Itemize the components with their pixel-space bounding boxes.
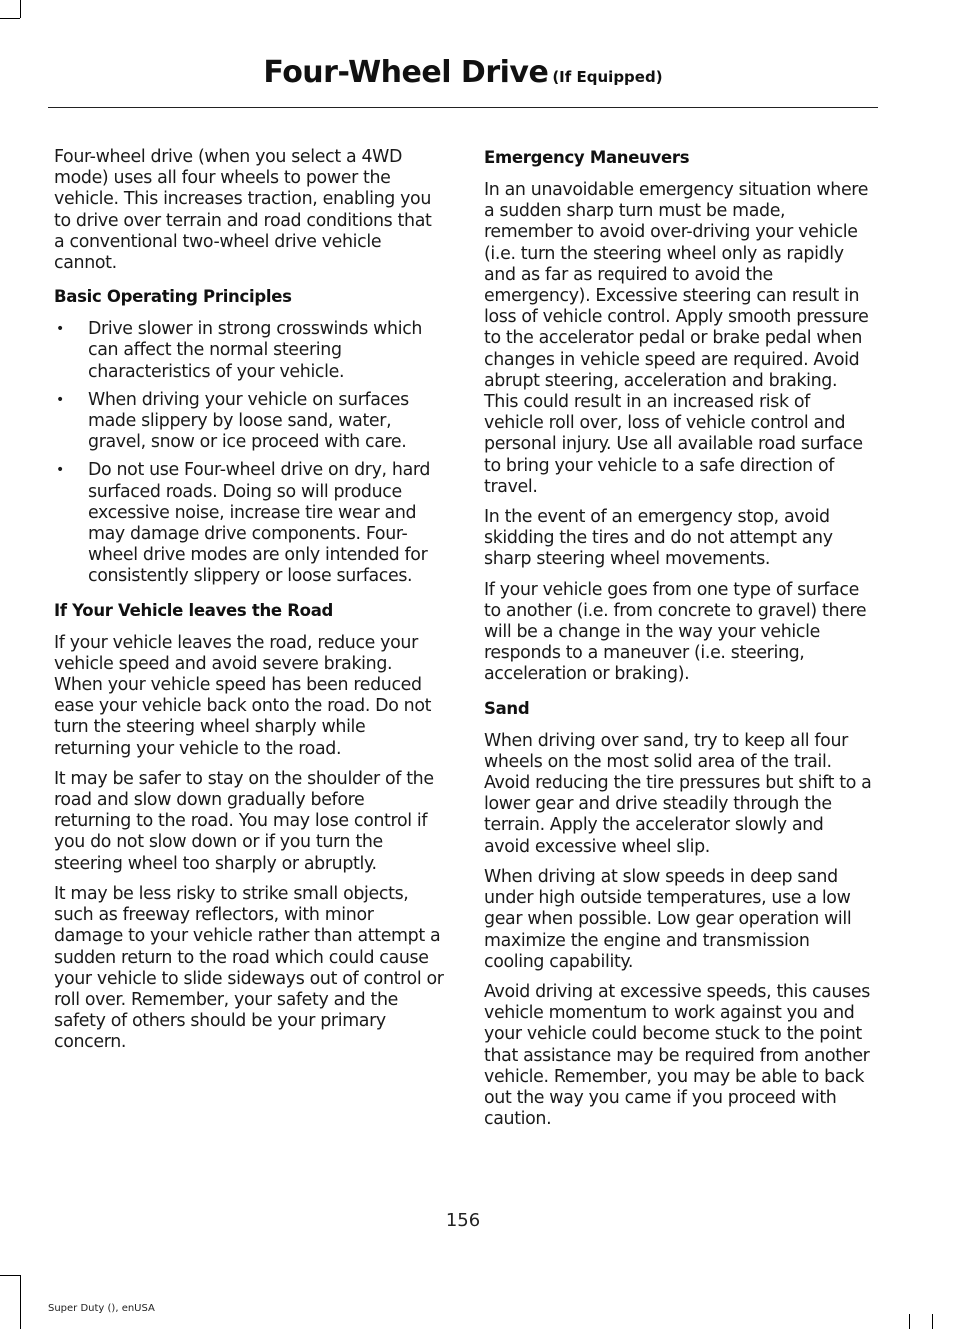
crop-mark-top-left-v — [20, 0, 21, 18]
left-column — [54, 147, 444, 1063]
sand-heading: Sand — [484, 698, 530, 718]
right-column — [484, 147, 874, 1139]
crop-mark-bottom-left-v — [20, 1275, 21, 1329]
page-subtitle: (If Equipped) — [552, 68, 663, 86]
list-item-text: Do not use Four-wheel drive on dry, hard surfaced roads. Doing so will produce excessive noise, increase tire wear and may damage drive components. Four-wheel drive modes are only intended for consistently slippery or loose surfaces. — [88, 460, 431, 587]
emergency-paragraph: In the event of an emergency stop, avoid skidding the tires and do not attempt any sharp steering wheel movements. — [484, 507, 833, 570]
page-header — [48, 55, 878, 108]
list-item-text: Drive slower in strong crosswinds which can affect the normal steering characteristics of your vehicle. — [88, 319, 423, 382]
sand-paragraph: When driving over sand, try to keep all four wheels on the most solid area of the trail. Avoid reducing the tire pressures but shift to a lower gear and drive steadily through the terrain. Apply the accelerator slowly and avoid excessive wheel slip. — [484, 730, 872, 857]
sand-paragraph: When driving at slow speeds in deep sand under high outside temperatures, use a low gear when possible. Low gear operation will maximize the engine and transmission cooling capability. — [484, 866, 852, 972]
leaves-road-heading: If Your Vehicle leaves the Road — [54, 600, 334, 620]
leaves-road-paragraph: It may be safer to stay on the shoulder of the road and slow down gradually before returning to the road. You may lose control if you do not slow down or if you turn the steering wheel too sharply or abruptly. — [54, 768, 434, 874]
bullet: • — [56, 321, 64, 338]
list-item — [54, 390, 444, 454]
list-item — [54, 460, 444, 587]
page-title: Four-Wheel Drive — [263, 55, 549, 90]
crop-mark-bottom-left-h — [0, 1275, 20, 1276]
crop-mark-bottom-right-v1 — [932, 1314, 933, 1329]
list-item-text: When driving your vehicle on surfaces made slippery by loose sand, water, gravel, snow or ice proceed with care. — [88, 389, 409, 453]
bullet: • — [56, 391, 64, 408]
footer-edition: Super Duty (), enUSA — [48, 1303, 155, 1314]
list-item — [54, 319, 444, 383]
basic-operating-list — [54, 319, 444, 587]
crop-mark-top-left-h — [0, 18, 20, 19]
sand-paragraph: Avoid driving at excessive speeds, this causes vehicle momentum to work against you and your vehicle could become stuck to the point that assistance may be required from another vehicle. Remember, you may be able to back out the way you came if you proceed with caution. — [484, 981, 870, 1130]
leaves-road-paragraph: It may be less risky to strike small objects, such as freeway reflectors, with minor damage to your vehicle rather than attempt a sudden return to the road which could cause your vehicle to slide sideways out of control or roll over. Remember, your safety and the safety of others should be your primary concern. — [54, 883, 444, 1053]
emergency-heading: Emergency Maneuvers — [484, 148, 690, 167]
page-number: 156 — [445, 1210, 481, 1231]
bullet: • — [56, 462, 64, 479]
intro-paragraph: Four-wheel drive (when you select a 4WD mode) uses all four wheels to power the vehicle. This increases traction, enabling you to drive over terrain and road conditions that a conventional two-wheel drive vehicle cannot. — [54, 147, 432, 274]
emergency-paragraph: In an unavoidable emergency situation where a sudden sharp turn must be made, remember to avoid over-driving your vehicle (i.e. turn the steering wheel only as rapidly and as far as required to avoid the emergency). Excessive steering can result in loss of vehicle control. Apply smooth pressure to the accelerator pedal or brake pedal when changes in vehicle speed are required. Avoid abrupt steering, acceleration and braking. This could result in an increased risk of vehicle roll over, loss of vehicle control and personal injury. Use all available road surface to bring your vehicle to a safe direction of travel. — [484, 180, 869, 497]
crop-mark-bottom-right-v2 — [909, 1314, 910, 1329]
emergency-paragraph: If your vehicle goes from one type of surface to another (i.e. from concrete to gravel) there will be a change in the way your vehicle responds to a maneuver (i.e. steering, acceleration or braking). — [484, 579, 867, 685]
basic-operating-heading: Basic Operating Principles — [54, 287, 292, 307]
leaves-road-paragraph: If your vehicle leaves the road, reduce your vehicle speed and avoid severe braking. When your vehicle speed has been reduced ease your vehicle back onto the road. Do not turn the steering wheel sharply while returning your vehicle to the road. — [54, 632, 432, 759]
